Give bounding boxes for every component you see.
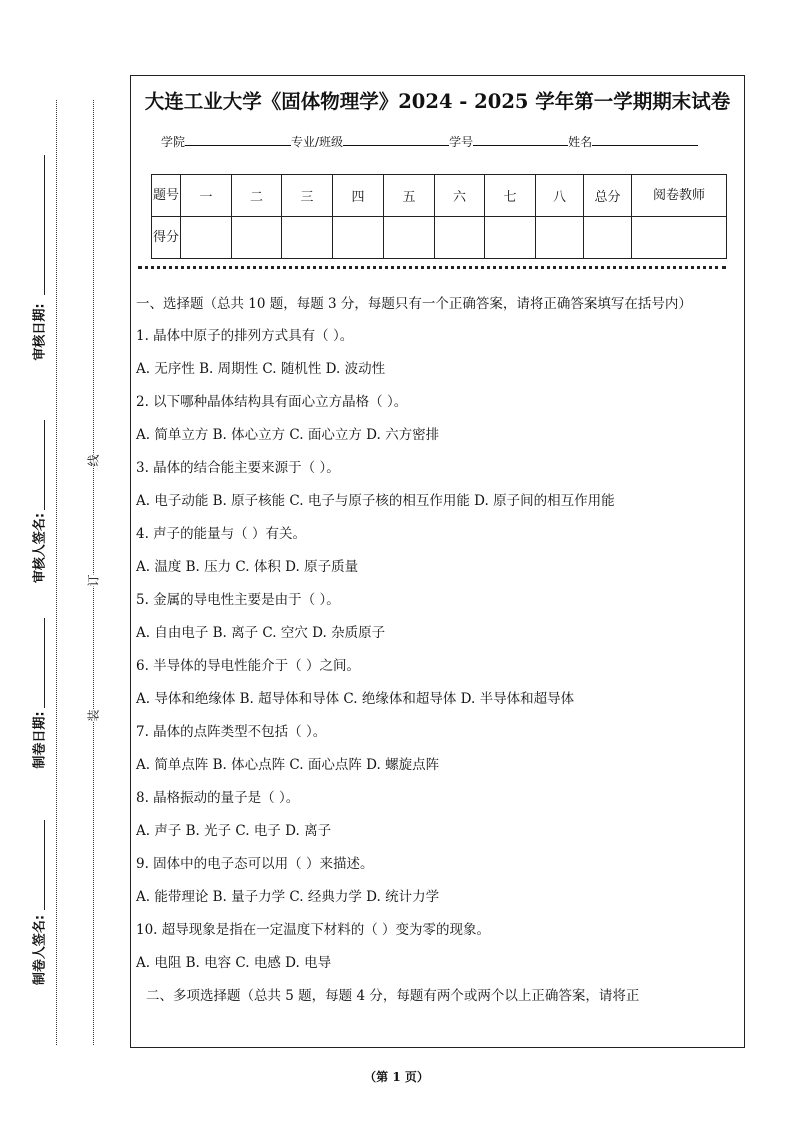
score-cell-8[interactable] (536, 217, 584, 259)
score-cell-7[interactable] (485, 217, 536, 259)
score-cell-2[interactable] (232, 217, 282, 259)
question-3: 3. 晶体的结合能主要来源于（ ）。 (136, 460, 340, 476)
score-row-header: 得分 (152, 217, 181, 259)
score-col-6: 六 (435, 175, 485, 217)
question-5: 5. 金属的导电性主要是由于（ ）。 (136, 592, 340, 608)
dotted-separator (138, 266, 726, 269)
question-10: 10. 超导现象是指在一定温度下材料的（ ）变为零的现象。 (136, 922, 491, 938)
binding-line-outer (56, 100, 57, 1045)
section2-heading: 二、多项选择题（总共 5 题，每题 4 分，每题有两个或两个以上正确答案，请将正 (146, 988, 640, 1004)
exam-frame (130, 75, 745, 1048)
grader-cell[interactable] (632, 217, 727, 259)
college-blank[interactable] (185, 133, 291, 146)
question-6: 6. 半导体的导电性能介于（ ）之间。 (136, 658, 360, 674)
question-6-options: A. 导体和绝缘体 B. 超导体和导体 C. 绝缘体和超导体 D. 半导体和超导体 (136, 691, 575, 707)
question-10-options: A. 电阻 B. 电容 C. 电感 D. 电导 (136, 955, 332, 971)
question-8-options: A. 声子 B. 光子 C. 电子 D. 离子 (136, 823, 332, 839)
major-class-label: 专业/班级 (291, 135, 344, 149)
question-9-options: A. 能带理论 B. 量子力学 C. 经典力学 D. 统计力学 (136, 889, 440, 905)
score-col-3: 三 (282, 175, 333, 217)
score-cell-total[interactable] (584, 217, 632, 259)
question-7: 7. 晶体的点阵类型不包括（ ）。 (136, 724, 327, 740)
exam-content (136, 293, 736, 1007)
binding-char-staple: 订 (83, 574, 104, 586)
score-cell-4[interactable] (333, 217, 384, 259)
exam-title: 大连工业大学《固体物理学》2024 - 2025 学年第一学期期末试卷 (144, 90, 731, 113)
score-col-5: 五 (384, 175, 435, 217)
score-col-2: 二 (232, 175, 282, 217)
maker-sign-blank (44, 820, 45, 910)
question-list (136, 325, 736, 974)
review-date-label: 审核日期: (32, 303, 48, 361)
maker-sign-label: 制卷人签名: (32, 914, 48, 986)
maker-date-label: 制卷日期: (32, 711, 48, 769)
question-2: 2. 以下哪种晶体结构具有面心立方晶格（ ）。 (136, 394, 408, 410)
score-cell-5[interactable] (384, 217, 435, 259)
maker-date-blank (44, 618, 45, 708)
college-label: 学院 (161, 135, 186, 149)
review-date-blank (44, 155, 45, 295)
question-2-options: A. 简单立方 B. 体心立方 C. 面心立方 D. 六方密排 (136, 427, 440, 443)
question-3-options: A. 电子动能 B. 原子核能 C. 电子与原子核的相互作用能 D. 原子间的相互作用能 (136, 493, 615, 509)
question-4-options: A. 温度 B. 压力 C. 体积 D. 原子质量 (136, 559, 359, 575)
score-col-1: 一 (181, 175, 232, 217)
question-number-header: 题号 (152, 175, 181, 217)
score-col-4: 四 (333, 175, 384, 217)
score-table (151, 174, 727, 259)
question-8: 8. 晶格振动的量子是（ ）。 (136, 790, 300, 806)
student-id-blank[interactable] (473, 133, 568, 146)
student-info-row (161, 133, 698, 150)
score-cell-1[interactable] (181, 217, 232, 259)
score-col-7: 七 (485, 175, 536, 217)
reviewer-sign-label: 审核人签名: (32, 512, 48, 584)
binding-char-bind: 装 (83, 709, 104, 721)
name-blank[interactable] (592, 133, 698, 146)
binding-char-line: 线 (83, 454, 104, 466)
score-cell-3[interactable] (282, 217, 333, 259)
grader-header: 阅卷教师 (632, 175, 727, 217)
major-class-blank[interactable] (343, 133, 449, 146)
section1-heading: 一、选择题（总共 10 题，每题 3 分，每题只有一个正确答案，请将正确答案填写在括号内） (136, 296, 692, 312)
score-col-8: 八 (536, 175, 584, 217)
question-7-options: A. 简单点阵 B. 体心点阵 C. 面心点阵 D. 螺旋点阵 (136, 757, 440, 773)
question-9: 9. 固体中的电子态可以用（ ）来描述。 (136, 856, 374, 872)
question-1: 1. 晶体中原子的排列方式具有（ ）。 (136, 328, 354, 344)
page-footer: （第 1 页） (364, 1070, 429, 1084)
binding-line-inner (93, 100, 94, 1045)
question-1-options: A. 无序性 B. 周期性 C. 随机性 D. 波动性 (136, 361, 386, 377)
score-col-total: 总分 (584, 175, 632, 217)
name-label: 姓名 (568, 135, 593, 149)
score-cell-6[interactable] (435, 217, 485, 259)
question-4: 4. 声子的能量与（ ）有关。 (136, 526, 306, 542)
reviewer-sign-blank (44, 420, 45, 510)
student-id-label: 学号 (449, 135, 474, 149)
question-5-options: A. 自由电子 B. 离子 C. 空穴 D. 杂质原子 (136, 625, 386, 641)
